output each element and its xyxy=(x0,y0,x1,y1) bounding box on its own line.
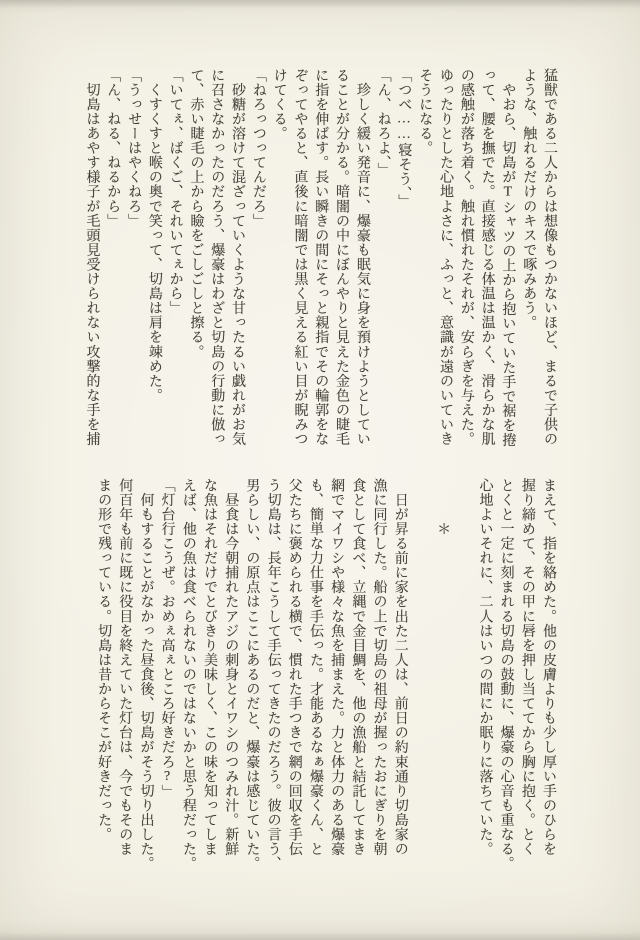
text-column: 「ん、ねろよ、」 xyxy=(375,68,391,178)
text-column: ゆったりとした心地よさに、ふっと、意識が遠のいていき xyxy=(438,68,454,447)
text-column: 珍しく緩い発音に、爆豪も眠気に身を預けようとしてい xyxy=(354,68,370,447)
text-column: 「ねろっつってんだろ」 xyxy=(250,68,266,229)
text-column: 男らしい、の原点はここにあるのだと、爆豪は感じていた。 xyxy=(244,478,260,871)
blank-column xyxy=(411,478,432,862)
text-column: ることが分かる。暗闇の中にぼんやりと見えた金色の睫毛 xyxy=(334,68,350,447)
text-column: 「ん、ねる、ねるから」 xyxy=(105,68,121,229)
text-column: 「うっせーはやくねろ」 xyxy=(126,68,142,229)
scan-edge-top xyxy=(0,0,640,8)
text-column: 何もすることがなかった昼食後、切島がそう切り出した。 xyxy=(138,478,154,871)
scan-edge-bottom xyxy=(0,932,640,940)
text-column: も、簡単な力仕事を手伝った。才能あるなぁ爆豪くん、と xyxy=(307,478,323,857)
blank-column xyxy=(453,478,474,862)
text-column: えば、他の魚は食べられないのではないかと思う程だった。 xyxy=(180,478,196,871)
text-column: ような、触れるだけのキスで啄みあう。 xyxy=(521,68,537,330)
text-column: 漁に同行した。船の上で切島の祖母が握ったおにぎりを朝 xyxy=(371,478,387,857)
text-column: 何百年も前に既に役目を終えていた灯台は、今でもそのま xyxy=(117,478,133,857)
text-column: 心地よいそれに、二人はいつの間にか眠りに落ちていた。 xyxy=(477,478,493,857)
text-column: ぞってやると、直後に暗闇では黒く見える紅い目が睨みつ xyxy=(292,68,308,447)
text-column: 網でマイワシや様々な魚を捕まえた。力と体力のある爆豪 xyxy=(329,478,345,857)
text-column: まの形で残っている。切島は昔からそこが好きだった。 xyxy=(96,478,112,842)
text-column: そうになる。 xyxy=(417,68,433,156)
text-column: 握り締めて、その甲に唇を押し当ててから胸に抱く。とく xyxy=(519,478,535,857)
text-column: の感触が落ち着く。触れ慣れたそれが、安らぎを与えた。 xyxy=(458,68,474,447)
text-block-bottom xyxy=(93,478,559,871)
text-column: 昼食は今朝捕れたアジの刺身とイワシのつみれ汁。新鮮 xyxy=(223,478,239,857)
text-column: 「つべ……寝そう、」 xyxy=(396,68,412,209)
text-column: 砂糖が溶けて混ざっていくような甘ったるい戯れがお気 xyxy=(230,68,246,447)
text-column: けてくる。 xyxy=(271,68,287,141)
text-column: とくと一定に刻まれる切島の鼓動に、爆豪の心音も重なる。 xyxy=(498,478,514,871)
text-column: う切島は、長年こうして手伝ってきたのだろう。彼の言う、 xyxy=(265,478,281,871)
text-column: 日が昇る前に家を出た二人は、前日の約束通り切島家の xyxy=(392,478,408,857)
text-column: 父たちに褒められる横で、慣れた手つきで網の回収を手伝 xyxy=(286,478,302,857)
text-column: に召さなかったのだろう、爆豪はわざと切島の行動に倣っ xyxy=(209,68,225,447)
text-column: に指を伸ばす。長い瞬きの間にそっと親指でその輪郭をな xyxy=(313,68,329,447)
text-column: まえて、指を絡めた。他の皮膚よりも少し厚い手のひらを xyxy=(541,478,556,857)
text-block-top xyxy=(81,68,559,448)
section-break-asterisk: ＊ xyxy=(435,478,451,537)
text-column: 猛獣である二人からは想像もつかないほど、まるで子供の xyxy=(542,68,557,447)
text-column: って、腰を撫でた。直接感じる体温は温かく、滑らかな肌 xyxy=(479,68,495,447)
text-column: 切島はあやす様子が毛頭見受けられない攻撃的な手を捕 xyxy=(84,68,100,447)
text-column: やおら、切島がTシャツの上から抱いていた手で裾を捲 xyxy=(500,68,516,448)
text-column: 「いてぇ、ばくご、それいてぇから」 xyxy=(167,68,183,316)
text-column: な魚はそれだけでとびきり美味しく、この味を知ってしま xyxy=(202,478,217,857)
text-column: くすくすと喉の奥で笑って、切島は肩を竦めた。 xyxy=(146,68,162,403)
text-column: 食として食べ、立縄で金目鯛を、他の漁船と結託してまき xyxy=(350,478,366,857)
text-column: て、赤い睫毛の上から瞼をごしごしと擦る。 xyxy=(188,68,204,359)
text-column: 「灯台行こうぜ。おめぇ高ぇところ好きだろ?」 xyxy=(159,478,175,800)
